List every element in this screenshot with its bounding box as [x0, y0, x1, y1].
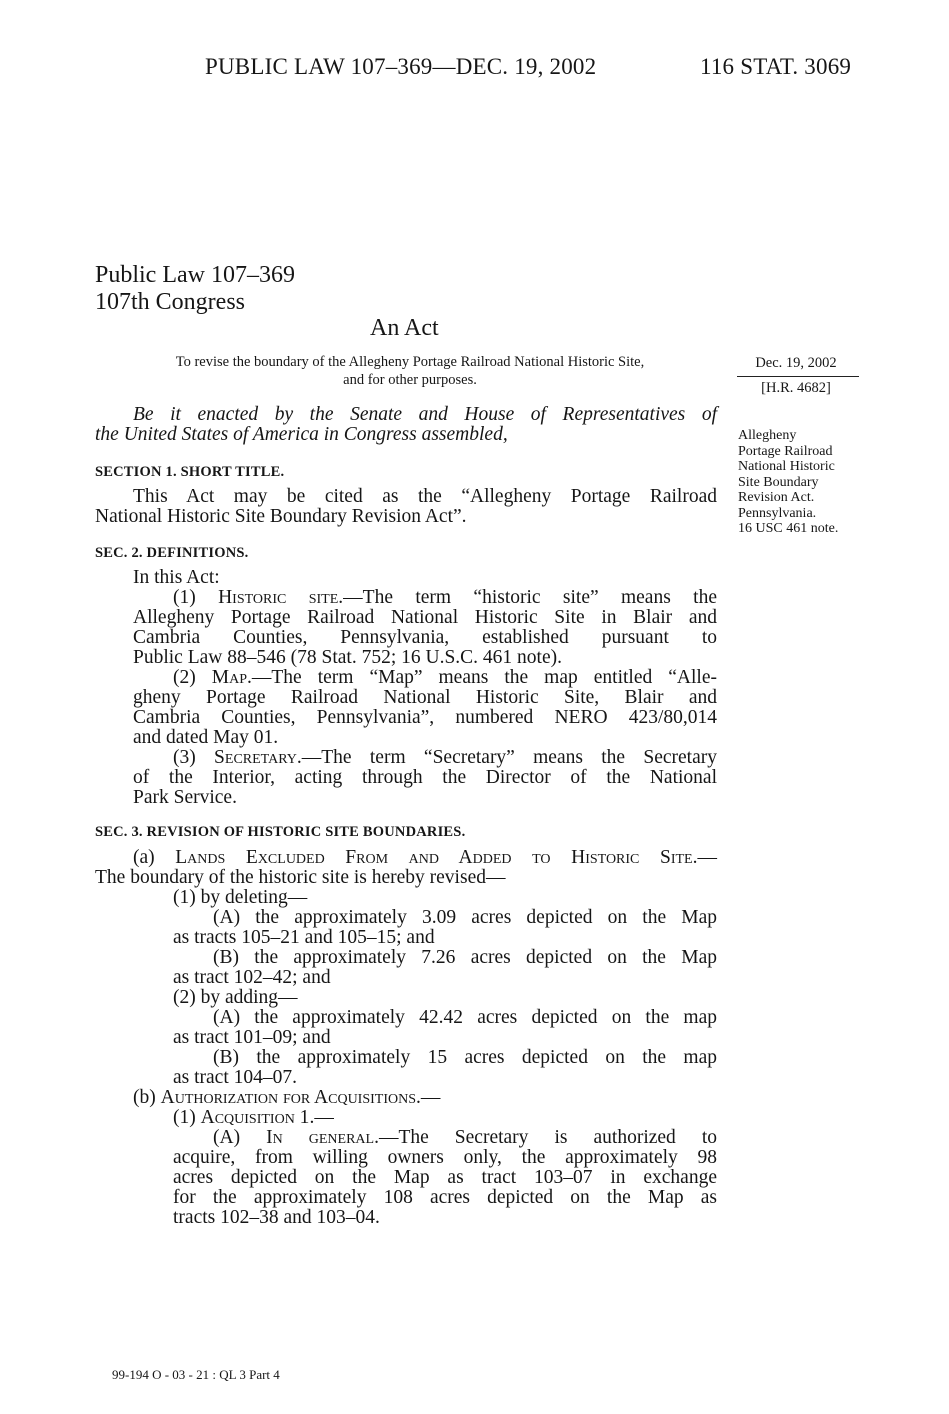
- public-law-number: Public Law 107–369: [95, 262, 295, 288]
- acquisition-1-general: (A) In general.—The Secretary is authorized to: [213, 1127, 717, 1148]
- section-2-text: In this Act: (1) Historic site.—The term “historic site” means the Allegheny Portage Railroad National Historic Site in Blair and Cambria Counties, Pennsylvania, established pursuant to Public Law 88–546 (78 Stat. 752; 16 U.S.C. 461 note). (2) Map.—The term “Map” means the map entitled “Alle- gheny Portage Railroad National Historic Site, Blair and Cambria Counties, Pennsylvania”, numbered NERO 423/80,014 and dated May 01. (3) Secretary.—The term “Secretary” means the Secretary of the Interior, acting through the Director of the National Park Service.: [95, 568, 717, 808]
- acquisition-1: (1) Acquisition 1.—: [173, 1107, 334, 1128]
- definition-historic-site: (1) Historic site.—The term “historic site” means the: [173, 587, 717, 608]
- definition-map: (2) Map.—The term “Map” means the map entitled “Alle-: [173, 667, 717, 688]
- margin-side-notes: Allegheny Portage Railroad National Historic Site Boundary Revision Act. Pennsylvania. 16 USC 461 note.: [738, 428, 839, 536]
- congress-number: 107th Congress: [95, 289, 245, 315]
- section-1-heading: SECTION 1. SHORT TITLE.: [95, 464, 285, 480]
- section-2-heading: SEC. 2. DEFINITIONS.: [95, 545, 249, 561]
- subsection-a: (a) Lands Excluded From and Added to Historic Site.—: [133, 847, 717, 868]
- definition-secretary: (3) Secretary.—The term “Secretary” means the Secretary: [173, 747, 717, 768]
- margin-rule: [737, 376, 859, 377]
- section-3-text: (a) Lands Excluded From and Added to Historic Site.— The boundary of the historic site is hereby revised— (1) by deleting— (A) the approximately 3.09 acres depicted on the Map as tracts 105–21 and 105–15; and (B) the approximately 7.26 acres depicted on the Map as tract 102–42; and (2) by adding— (A) the approximately 42.42 acres depicted on the map as tract 101–09; and (B) the approximately 15 acres depicted on the map as tract 104–07. (b) Authorization for Acquisitions.— (1) Acquisition 1.— (A) In general.—The Secretary is authorized to acquire, from willing owners only, the approximately 98 acres depicted on the Map as tract 103–07 in exchange for the approximately 108 acres depicted on the Map as tracts 102–38 and 103–04.: [95, 847, 717, 1228]
- enacting-clause: Be it enacted by the Senate and House of Representatives of the United States of America in Congress assembled,: [95, 404, 717, 445]
- section-1-text: This Act may be cited as the “Allegheny Portage Railroad National Historic Site Boundary Revision Act”.: [95, 486, 717, 527]
- running-header-page: 116 STAT. 3069: [700, 54, 852, 79]
- act-heading: An Act: [370, 315, 439, 341]
- margin-date: Dec. 19, 2002: [755, 355, 837, 371]
- section-3-heading: SEC. 3. REVISION OF HISTORIC SITE BOUNDARIES.: [95, 824, 466, 840]
- running-header-citation: PUBLIC LAW 107–369—DEC. 19, 2002: [205, 54, 597, 79]
- purpose-statement: To revise the boundary of the Allegheny Portage Railroad National Historic Site, and for other purposes.: [175, 354, 645, 388]
- margin-bill-number: [H.R. 4682]: [761, 380, 831, 396]
- print-job-footer: 99-194 O - 03 - 21 : QL 3 Part 4: [112, 1367, 280, 1382]
- subsection-b: (b) Authorization for Acquisitions.—: [133, 1087, 441, 1108]
